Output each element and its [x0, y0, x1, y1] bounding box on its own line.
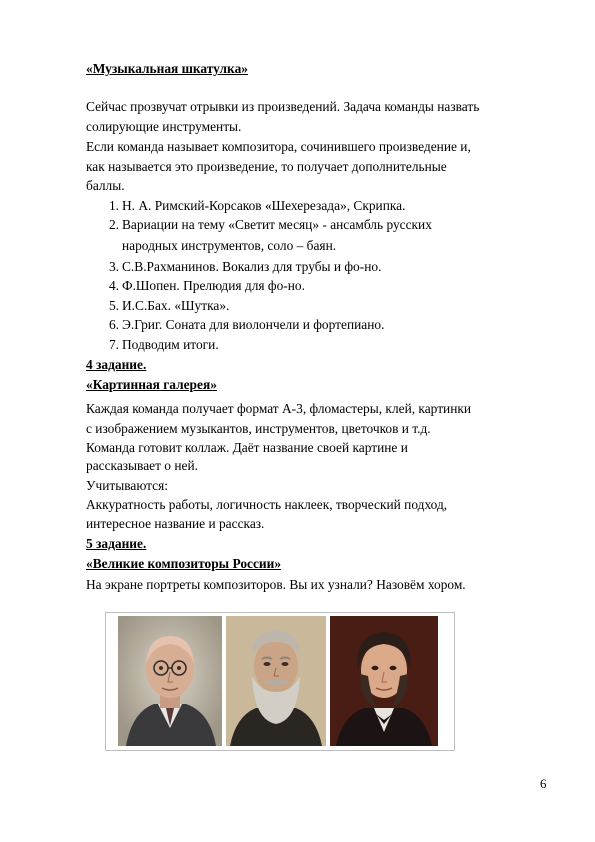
- list-item-number: 7.: [108, 337, 119, 352]
- intro-line: Сейчас прозвучат отрывки из произведений. Задача команды назвать: [86, 99, 480, 114]
- list-item-text: С.В.Рахманинов. Вокализ для трубы и фо-но.: [122, 259, 382, 274]
- task4-line: Каждая команда получает формат А-3, фломастеры, клей, картинки: [86, 401, 472, 416]
- list-item-number: 2.: [108, 217, 119, 232]
- task4-line: Аккуратность работы, логичность наклеек, творческий подход,: [86, 497, 448, 512]
- list-item-text: Вариации на тему «Светит месяц» - ансамбль русских: [122, 217, 432, 232]
- list-item-text: Э.Григ. Соната для виолончели и фортепиано.: [122, 317, 385, 332]
- intro-line: как называется это произведение, то получает дополнительные: [86, 159, 447, 174]
- composer-portrait-image: [226, 616, 326, 746]
- composer-portraits-frame: [105, 612, 455, 751]
- task4-title: «Картинная галерея»: [86, 377, 217, 392]
- list-item-text: народных инструментов, соло – баян.: [122, 238, 337, 253]
- list-item-text: Н. А. Римский-Корсаков «Шехерезада», Скрипка.: [122, 198, 406, 213]
- list-item-number: 4.: [108, 278, 119, 293]
- intro-line: баллы.: [86, 178, 125, 193]
- task4-line: интересное название и рассказ.: [86, 516, 265, 531]
- section-title-musical-box: «Музыкальная шкатулка»: [86, 61, 248, 76]
- list-item-text: Ф.Шопен. Прелюдия для фо-но.: [122, 278, 305, 293]
- task4-line: с изображением музыкантов, инструментов, цветочков и т.д.: [86, 421, 431, 436]
- task4-line: рассказывает о ней.: [86, 458, 198, 473]
- composer-portrait-image: [330, 616, 438, 746]
- task5-heading: 5 задание.: [86, 536, 147, 551]
- task5-title: «Великие композиторы России»: [86, 556, 282, 571]
- page-number: 6: [540, 776, 547, 791]
- list-item-text: Подводим итоги.: [122, 337, 219, 352]
- task4-line: Учитываются:: [86, 478, 168, 493]
- list-item-number: 3.: [108, 259, 119, 274]
- composer-portrait-image: [118, 616, 222, 746]
- task4-line: Команда готовит коллаж. Даёт название своей картине и: [86, 440, 408, 455]
- list-item-number: 6.: [108, 317, 119, 332]
- list-item-text: И.С.Бах. «Шутка».: [122, 298, 230, 313]
- list-item-number: 1.: [108, 198, 119, 213]
- intro-line: солирующие инструменты.: [86, 119, 242, 134]
- intro-line: Если команда называет композитора, сочинившего произведение и,: [86, 139, 471, 154]
- task5-line: На экране портреты композиторов. Вы их узнали? Назовём хором.: [86, 577, 466, 592]
- list-item-number: 5.: [108, 298, 119, 313]
- task4-heading: 4 задание.: [86, 357, 147, 372]
